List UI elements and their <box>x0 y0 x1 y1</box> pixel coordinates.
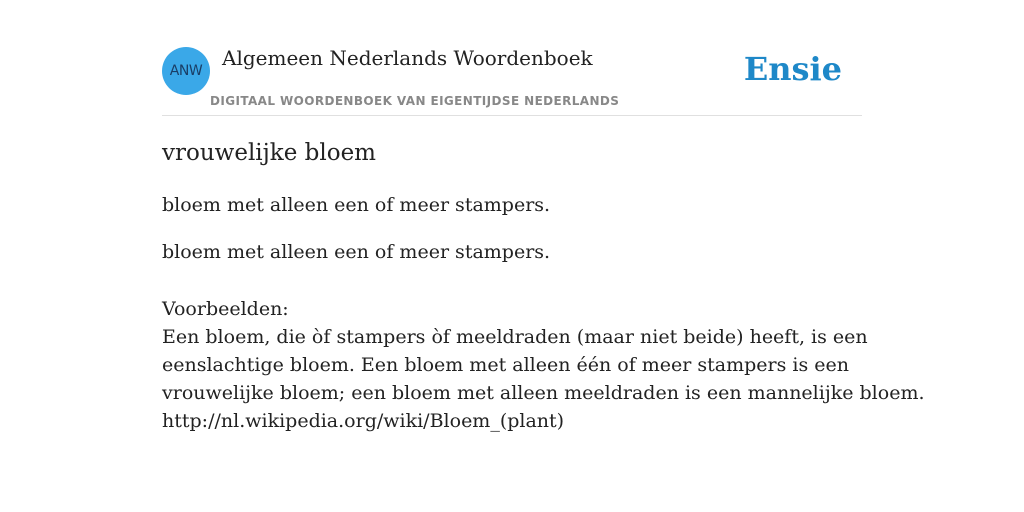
anw-logo[interactable] <box>162 47 210 95</box>
example-line: eenslachtige bloem. Een bloem met alleen één of meer stampers is een <box>162 354 849 376</box>
site-header <box>162 0 862 116</box>
page <box>162 0 925 512</box>
examples-block <box>162 295 925 435</box>
ensie-brand-link[interactable]: Ensie <box>743 50 842 88</box>
example-line: vrouwelijke bloem; een bloem met alleen meeldraden is een mannelijke bloem. <box>162 382 925 404</box>
examples-label: Voorbeelden: <box>162 298 289 320</box>
site-title[interactable]: Algemeen Nederlands Woordenboek <box>222 46 593 70</box>
definition-1: bloem met alleen een of meer stampers. <box>162 194 551 216</box>
example-line: Een bloem, die òf stampers òf meeldraden (maar niet beide) heeft, is een <box>162 326 868 348</box>
logo-text: ANW <box>169 63 203 79</box>
source-link[interactable]: http://nl.wikipedia.org/wiki/Bloem_(plant) <box>162 410 565 432</box>
definition-2: bloem met alleen een of meer stampers. <box>162 241 551 263</box>
site-subtitle: DIGITAAL WOORDENBOEK VAN EIGENTIJDSE NEDERLANDS <box>210 94 620 108</box>
page-title: vrouwelijke bloem <box>162 140 376 166</box>
